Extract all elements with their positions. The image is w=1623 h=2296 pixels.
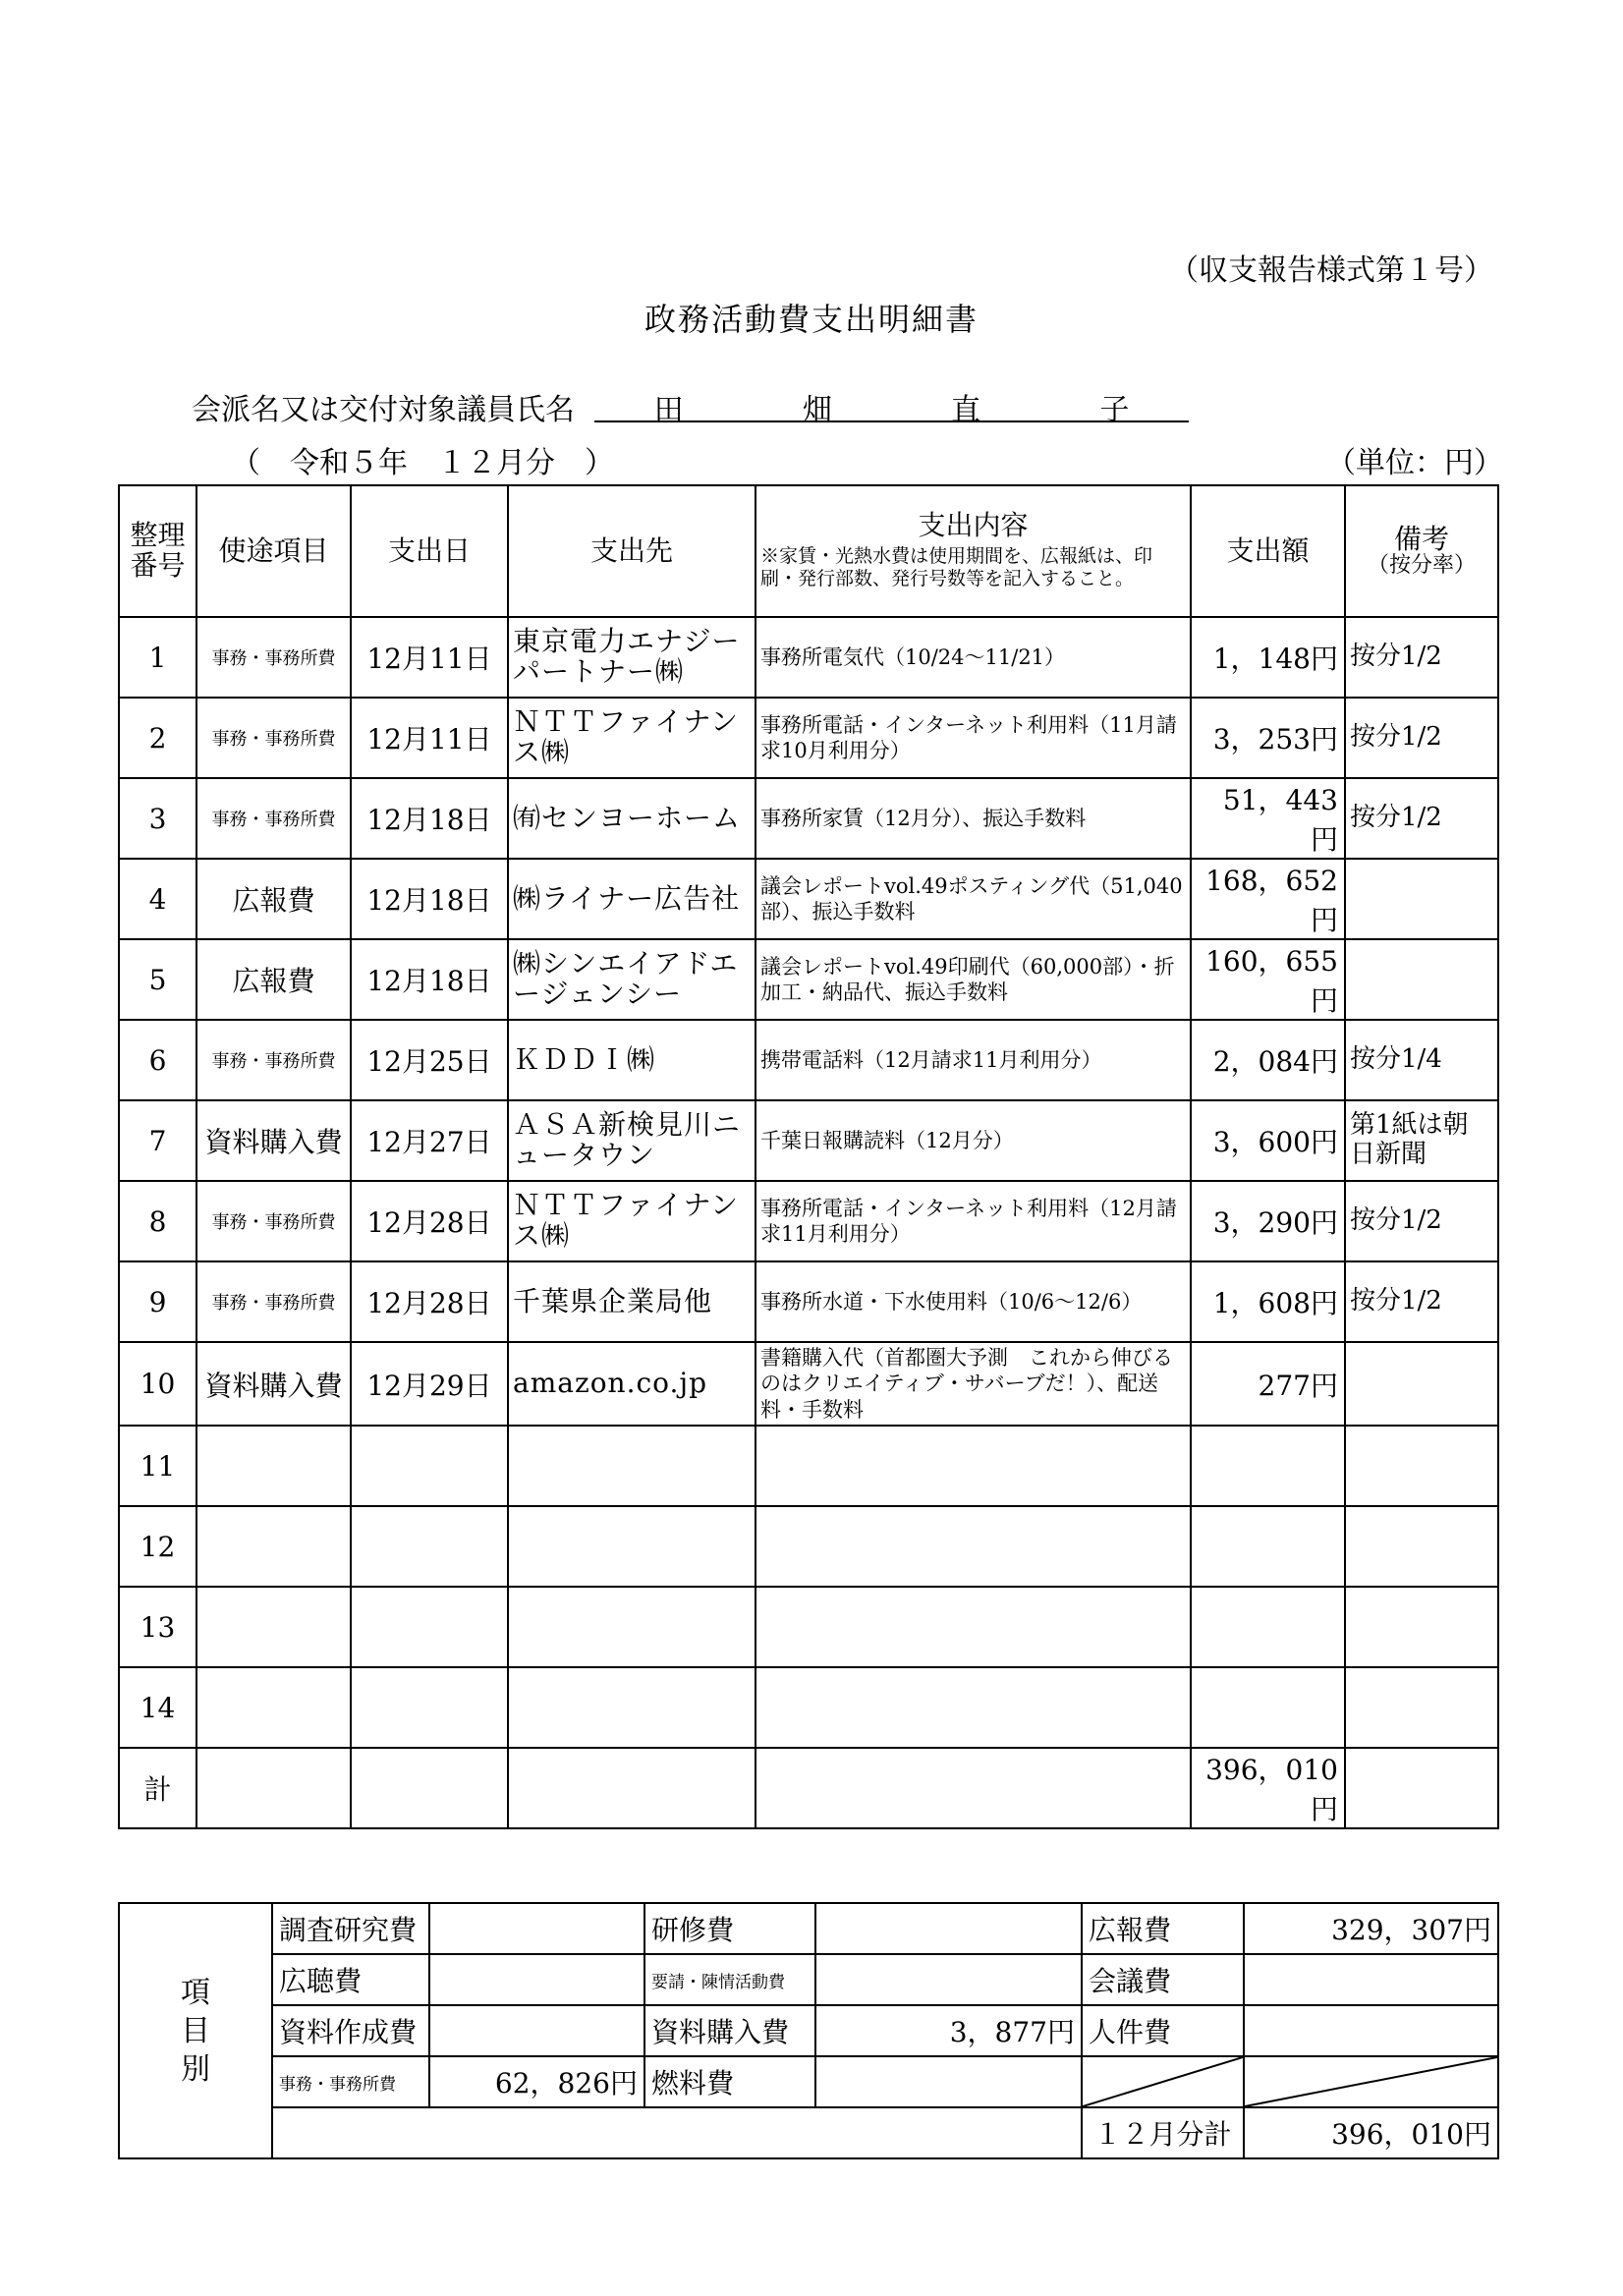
row-amount: 1，608円 [1191,1261,1345,1342]
summary-value [429,1903,644,1954]
row-category: 広報費 [196,939,351,1020]
row-content: 議会レポートvol.49印刷代（60,000部）・折加工・納品代、振込手数料 [756,939,1191,1020]
table-row [119,1020,1498,1100]
summary-label: 資料購入費 [644,2005,815,2056]
row-remarks: 第1紙は朝日新聞 [1345,1100,1498,1181]
row-amount: 2，084円 [1191,1020,1345,1100]
row-category: 広報費 [196,859,351,939]
member-name-char: 田 [653,393,684,427]
row-content: 事務所家賃（12月分）、振込手数料 [756,778,1191,859]
remarks-header-sub: （按分率） [1367,553,1476,579]
col-payee-header: 支出先 [508,485,756,617]
row-no: 12 [119,1506,196,1587]
row-amount: 51，443円 [1191,778,1345,859]
row-content [756,1506,1191,1587]
row-no: 14 [119,1667,196,1748]
summary-blank-area [272,2107,1082,2158]
summary-label: 人件費 [1082,2005,1244,2056]
row-no: 1 [119,617,196,698]
table-row [119,1342,1498,1426]
summary-value [1244,1954,1498,2005]
row-remarks [1345,1426,1498,1506]
summary-label: 要請・陳情活動費 [644,1954,815,2005]
member-label: 会派名又は交付対象議員氏名 [192,393,575,427]
row-content: 事務所電話・インターネット利用料（12月請求11月利用分） [756,1181,1191,1261]
summary-label: 調査研究費 [272,1903,429,1954]
row-no: 3 [119,778,196,859]
row-date: 12月28日 [351,1181,508,1261]
row-no: 13 [119,1587,196,1667]
row-remarks [1345,1506,1498,1587]
summary-value [815,2056,1082,2107]
row-no: 5 [119,939,196,1020]
summary-label: 広聴費 [272,1954,429,2005]
row-remarks: 按分1/4 [1345,1020,1498,1100]
row-content: 千葉日報購読料（12月分） [756,1100,1191,1181]
row-date [351,1667,508,1748]
total-label: 計 [119,1748,196,1828]
reporting-period: （ 令和５年 １２月分 ） [231,446,614,480]
row-amount: 3，290円 [1191,1181,1345,1261]
row-remarks: 按分1/2 [1345,617,1498,698]
total-amount: 396，010円 [1191,1748,1345,1828]
col-no-header: 整理 番号 [119,485,196,617]
table-row [119,939,1498,1020]
table-row [119,1426,1498,1506]
summary-value [1244,2005,1498,2056]
table-row [119,1506,1498,1587]
row-date: 12月18日 [351,778,508,859]
table-row [119,617,1498,698]
row-category: 事務・事務所費 [196,1181,351,1261]
row-no: 11 [119,1426,196,1506]
row-remarks [1345,939,1498,1020]
row-payee: ＫＤＤＩ㈱ [508,1020,756,1100]
row-payee: ㈱シンエイアドエージェンシー [508,939,756,1020]
row-date: 12月18日 [351,939,508,1020]
row-amount: 168，652円 [1191,859,1345,939]
member-name-char: 畑 [802,393,832,427]
summary-value: 62，826円 [429,2056,644,2107]
content-header-label: 支出内容 [918,508,1029,541]
table-row [119,1587,1498,1667]
row-category: 事務・事務所費 [196,698,351,778]
row-category: 事務・事務所費 [196,778,351,859]
col-category-header: 使途項目 [196,485,351,617]
row-amount [1191,1667,1345,1748]
row-remarks: 按分1/2 [1345,778,1498,859]
row-category: 事務・事務所費 [196,617,351,698]
row-no: 9 [119,1261,196,1342]
row-payee: ＮＴＴファイナンス㈱ [508,1181,756,1261]
table-row [119,1667,1498,1748]
diagonal-blank-cell [1082,2056,1244,2107]
row-date: 12月25日 [351,1020,508,1100]
table-row [119,1181,1498,1261]
row-date: 12月28日 [351,1261,508,1342]
unit-label: （単位：円） [1326,446,1503,480]
table-row [119,1100,1498,1181]
row-category: 資料購入費 [196,1100,351,1181]
row-remarks: 按分1/2 [1345,1181,1498,1261]
member-name-char: 直 [951,393,981,427]
row-date [351,1426,508,1506]
row-payee: ㈱ライナー広告社 [508,859,756,939]
col-remarks-header [1345,485,1498,617]
row-content: 書籍購入代（首都圏大予測 これから伸びるのはクリエイティブ・サバーブだ！）、配送料・手数料 [756,1342,1191,1426]
row-category [196,1426,351,1506]
row-payee [508,1667,756,1748]
row-date: 12月11日 [351,617,508,698]
row-date [351,1587,508,1667]
table-row [119,1261,1498,1342]
row-date: 12月27日 [351,1100,508,1181]
summary-label: 燃料費 [644,2056,815,2107]
row-date [351,1506,508,1587]
remarks-header-label: 備考 [1393,522,1449,555]
table-row [119,778,1498,859]
col-amount-header: 支出額 [1191,485,1345,617]
summary-value [815,1954,1082,2005]
row-date: 12月29日 [351,1342,508,1426]
row-amount: 1，148円 [1191,617,1345,698]
row-amount: 277円 [1191,1342,1345,1426]
row-content: 事務所電気代（10/24～11/21） [756,617,1191,698]
member-name-char: 子 [1099,393,1130,427]
col-content-header [756,485,1191,617]
row-content: 事務所水道・下水使用料（10/6～12/6） [756,1261,1191,1342]
row-remarks: 按分1/2 [1345,1261,1498,1342]
table-row [119,698,1498,778]
summary-value [815,1903,1082,1954]
row-date: 12月18日 [351,859,508,939]
summary-value [429,2005,644,2056]
row-payee: ㈲センヨーホーム [508,778,756,859]
row-amount [1191,1506,1345,1587]
row-content: 携帯電話料（12月請求11月利用分） [756,1020,1191,1100]
month-total-label: １２月分計 [1082,2107,1244,2158]
row-amount: 160，655円 [1191,939,1345,1020]
row-no: 4 [119,859,196,939]
row-remarks [1345,859,1498,939]
row-remarks [1345,1342,1498,1426]
summary-value: 3，877円 [815,2005,1082,2056]
row-category [196,1506,351,1587]
diagonal-blank-cell [1244,2056,1498,2107]
col-date-header: 支出日 [351,485,508,617]
row-content [756,1426,1191,1506]
row-content: 議会レポートvol.49ポスティング代（51,040部）、振込手数料 [756,859,1191,939]
form-id: （収支報告様式第１号） [1169,253,1493,288]
row-payee [508,1506,756,1587]
summary-value [429,1954,644,2005]
summary-label: 会議費 [1082,1954,1244,2005]
row-payee [508,1587,756,1667]
member-name [594,385,1189,427]
row-payee: ＮＴＴファイナンス㈱ [508,698,756,778]
row-amount [1191,1587,1345,1667]
content-header-note: ※家賃・光熱水費は使用期間を、広報紙は、印刷・発行部数、発行号数等を記入すること。 [760,544,1153,590]
row-remarks [1345,1667,1498,1748]
month-total-value: 396，010円 [1244,2107,1498,2158]
row-payee: ＡＳＡ新検見川ニュータウン [508,1100,756,1181]
row-no: 8 [119,1181,196,1261]
row-content [756,1587,1191,1667]
row-amount: 3，600円 [1191,1100,1345,1181]
row-no: 2 [119,698,196,778]
table-row [119,859,1498,939]
summary-side-label: 項 目 別 [119,1903,272,2158]
row-amount: 3，253円 [1191,698,1345,778]
row-payee: amazon.co.jp [508,1342,756,1426]
row-no: 6 [119,1020,196,1100]
summary-label: 資料作成費 [272,2005,429,2056]
row-category: 事務・事務所費 [196,1261,351,1342]
summary-label: 広報費 [1082,1903,1244,1954]
page-title: 政務活動費支出明細書 [644,301,979,338]
row-remarks: 按分1/2 [1345,698,1498,778]
row-payee: 東京電力エナジーパートナー㈱ [508,617,756,698]
row-remarks [1345,1587,1498,1667]
summary-label: 事務・事務所費 [272,2056,429,2107]
expenditure-table [118,484,1499,1829]
row-amount [1191,1426,1345,1506]
summary-value: 329，307円 [1244,1903,1498,1954]
summary-label: 研修費 [644,1903,815,1954]
row-category [196,1667,351,1748]
row-content [756,1667,1191,1748]
row-content: 事務所電話・インターネット利用料（11月請求10月利用分） [756,698,1191,778]
row-category [196,1587,351,1667]
row-payee: 千葉県企業局他 [508,1261,756,1342]
row-no: 7 [119,1100,196,1181]
row-no: 10 [119,1342,196,1426]
row-payee [508,1426,756,1506]
row-category: 資料購入費 [196,1342,351,1426]
row-category: 事務・事務所費 [196,1020,351,1100]
row-date: 12月11日 [351,698,508,778]
category-summary-table [118,1902,1499,2159]
